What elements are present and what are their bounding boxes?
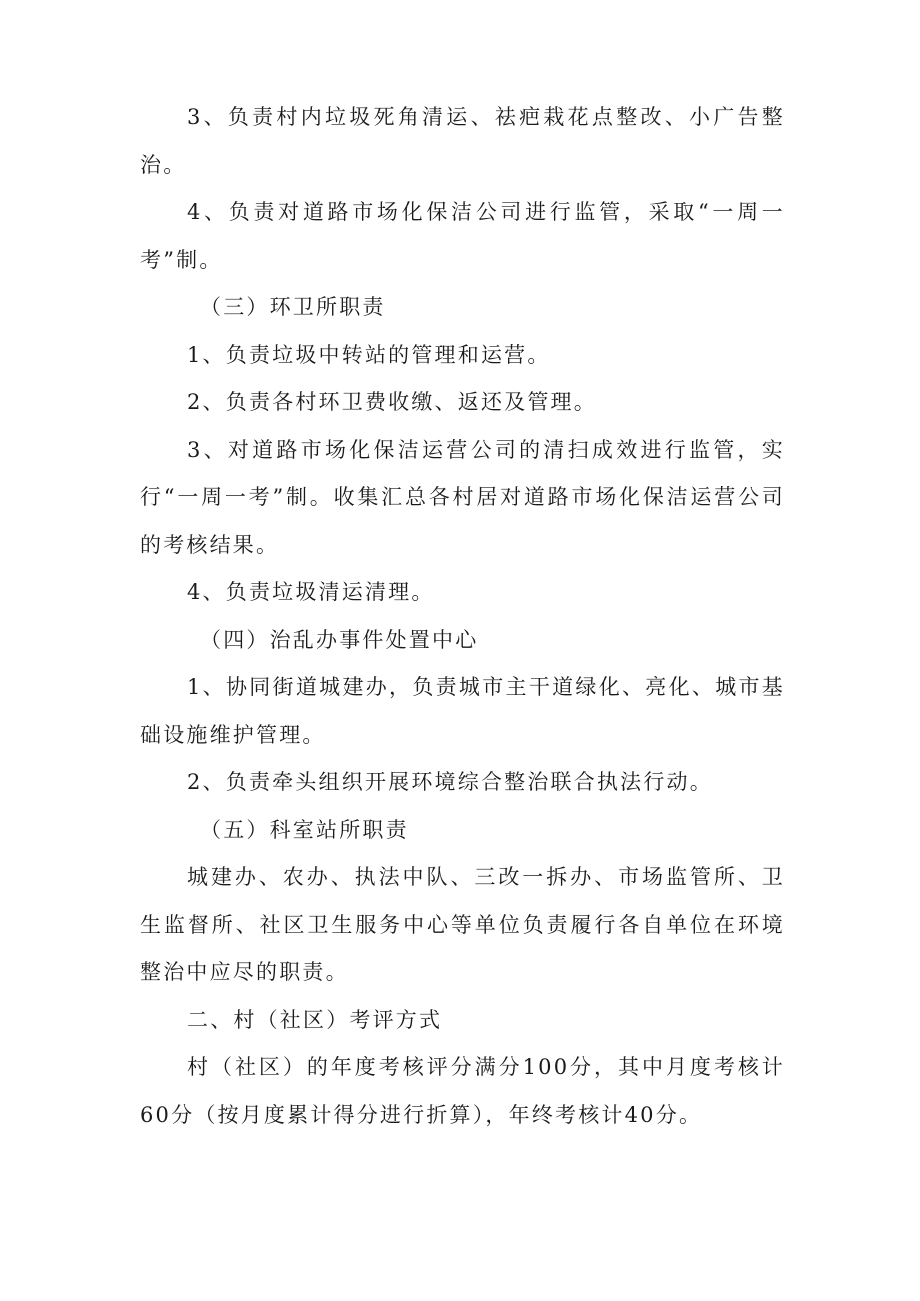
document-page <box>140 94 785 1139</box>
heading-sanitation-office: （三）环卫所职责 <box>200 295 386 319</box>
para-village-garbage: 3、负责村内垃圾死角清运、祛疤栽花点整改、小广告整治。 <box>140 105 785 177</box>
para-scoring: 村（社区）的年度考核评分满分100分，其中月度考核计60分（按月度累计得分进行折算），年终考核计40分。 <box>140 1055 785 1127</box>
heading-incident-center: （四）治乱办事件处置中心 <box>200 627 479 652</box>
para-departments-duties: 城建办、农办、执法中队、三改一拆办、市场监管所、卫生监督所、社区卫生服务中心等单位负责履行各自单位在环境整治中应尽的职责。 <box>140 865 785 984</box>
para-greening: 1、协同街道城建办，负责城市主干道绿化、亮化、城市基础设施维护管理。 <box>140 675 785 747</box>
para-garbage-clearance: 4、负责垃圾清运清理。 <box>187 580 435 604</box>
para-road-supervision: 4、负责对道路市场化保洁公司进行监管，采取“一周一考”制。 <box>140 200 785 272</box>
para-transfer-station: 1、负责垃圾中转站的管理和运营。 <box>187 342 551 367</box>
para-cleaning-effect: 3、对道路市场化保洁运营公司的清扫成效进行监管，实行“一周一考”制。收集汇总各村居对道路市场化保洁运营公司的考核结果。 <box>140 437 785 557</box>
para-sanitation-fee: 2、负责各村环卫费收缴、返还及管理。 <box>187 390 597 414</box>
heading-evaluation-method: 二、村（社区）考评方式 <box>187 1007 443 1032</box>
para-joint-enforcement: 2、负责牵头组织开展环境综合整治联合执法行动。 <box>187 770 713 794</box>
heading-departments: （五）科室站所职责 <box>200 817 409 842</box>
